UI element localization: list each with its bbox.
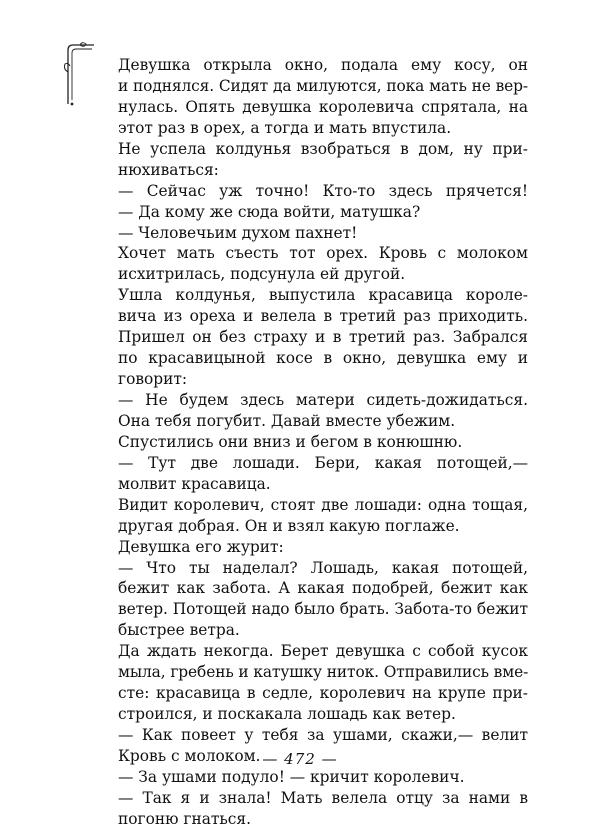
- text-line: — За ушами подуло! — кричит королевич.: [118, 767, 465, 786]
- text-line: по красавицыной косе в окно, девушка ему и: [118, 349, 528, 368]
- text-line: бежит как забота. А какая подобрей, бежит как: [118, 579, 528, 598]
- text-line: говорит:: [118, 370, 188, 389]
- text-line: Девушка открыла окно, подала ему косу, он: [118, 56, 528, 74]
- text-line: Пришел он без страху и в третий раз. Забрался: [118, 328, 528, 347]
- text-line: этот раз в орех, а тогда и мать впустила.: [118, 118, 452, 137]
- text-line: другая добрая. Он и взял какую поглаже.: [118, 516, 460, 535]
- text-line: мыла, гребень и катушку ниток. Отправились вме-: [118, 663, 529, 682]
- text-line: — Сейчас уж точно! Кто-то здесь прячется!: [118, 181, 528, 200]
- text-line: исхитрилась, подсунула ей другой.: [118, 265, 406, 284]
- text-line: — Не будем здесь матери сидеть-дожидаться.: [118, 391, 528, 409]
- text-line: — Так я и знала! Мать велела отцу за нами в: [118, 788, 528, 807]
- text-line: Видит королевич, стоят две лошади: одна тощая,: [118, 495, 528, 514]
- page-number: — 472 —: [262, 750, 338, 768]
- text-line: нулась. Опять девушка королевича спрятала, на: [118, 97, 528, 116]
- text-line: и поднялся. Сидят да милуются, пока мать не вер-: [118, 76, 528, 95]
- text-line: — Как повеет у тебя за ушами, скажи,— велит: [118, 726, 528, 744]
- text-line: Хочет мать съесть тот орех. Кровь с молоком: [118, 244, 528, 263]
- text-line: погоню гнаться.: [118, 809, 252, 828]
- text-line: молвит красавица.: [118, 474, 271, 493]
- text-line: Девушка его журит:: [118, 537, 284, 556]
- text-line: сте: красавица в седле, королевич на крупе при-: [118, 684, 528, 703]
- text-line: вича из ореха и велела в третий раз приходить.: [118, 307, 528, 326]
- text-line: Спустились они вниз и бегом в конюшню.: [118, 432, 463, 451]
- story-text: [118, 55, 528, 830]
- text-line: Да ждать некогда. Берет девушка с собой кусок: [118, 642, 528, 661]
- text-line: Кровь с молоком.: [118, 746, 261, 765]
- text-line: Не успела колдунья взобраться в дом, ну при-: [118, 139, 528, 158]
- text-line: ветер. Потощей надо было брать. Забота-то бежит: [118, 600, 528, 619]
- corner-ornament-icon: [62, 42, 96, 106]
- text-line: нюхиваться:: [118, 160, 219, 179]
- text-line: — Человечьим духом пахнет!: [118, 223, 358, 242]
- text-line: — Тут две лошади. Бери, какая потощей,—: [118, 453, 528, 472]
- text-line: — Что ты наделал? Лошадь, какая потощей,: [118, 558, 528, 577]
- text-line: строился, и поскакала лошадь как ветер.: [118, 705, 456, 724]
- text-line: быстрее ветра.: [118, 621, 240, 640]
- text-line: Она тебя погубит. Давай вместе убежим.: [118, 411, 456, 430]
- text-line: — Да кому же сюда войти, матушка?: [118, 202, 421, 221]
- text-line: Ушла колдунья, выпустила красавица короле-: [118, 286, 528, 305]
